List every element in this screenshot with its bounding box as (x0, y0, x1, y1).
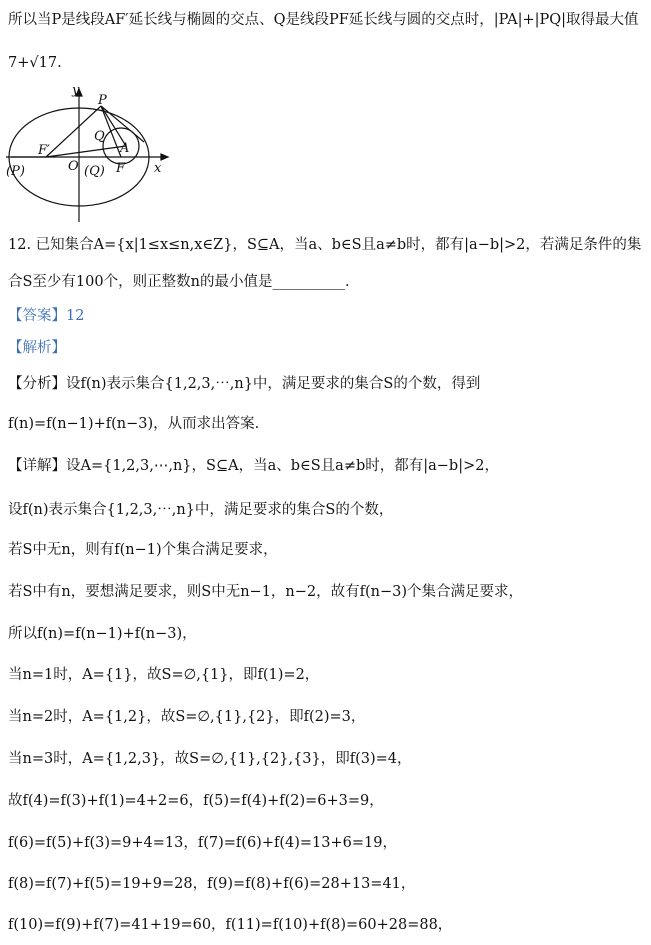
segment-p-a (101, 106, 126, 146)
label-y: y (72, 83, 80, 98)
detail-line-11: f(8)=f(7)+f(5)=19+9=28，f(9)=f(8)+f(6)=28+13=41， (8, 876, 416, 892)
detail-line-9: 故f(4)=f(3)+f(1)=4+2=6，f(5)=f(4)+f(2)=6+3=9， (8, 793, 384, 809)
ellipse-figure (6, 82, 176, 222)
x-axis-arrow (161, 154, 168, 160)
label-q-paren: (Q) (84, 164, 105, 179)
line-1: 所以当P是线段AF′延长线与椭圆的交点、Q是线段PF延长线与圆的交点时，|PA|+|PQ|取得最大值 (8, 12, 639, 28)
detail-line-6: 当n=1时，A={1}，故S=∅,{1}，即f(1)=2， (8, 667, 320, 683)
question-12-line-2: 合S至少有100个，则正整数n的最小值是__________. (8, 274, 350, 290)
label-fprime: F′ (38, 143, 50, 158)
detail-line-8: 当n=3时，A={1,2,3}，故S=∅,{1},{2},{3}，即f(3)=4， (8, 751, 412, 767)
analysis-line-1: 【分析】设f(n)表示集合{1,2,3,⋯,n}中，满足要求的集合S的个数，得到 (8, 376, 481, 392)
answer-line: 【答案】12 (8, 308, 85, 324)
analysis-heading: 【解析】 (8, 340, 66, 356)
label-x: x (154, 161, 162, 176)
analysis-line-2: f(n)=f(n−1)+f(n−3)，从而求出答案. (8, 416, 260, 432)
detail-line-5: 所以f(n)=f(n−1)+f(n−3)， (8, 626, 197, 642)
label-q: Q (94, 129, 105, 144)
detail-line-2: 设f(n)表示集合{1,2,3,⋯,n}中，满足要求的集合S的个数， (8, 502, 394, 518)
label-p-paren: (P) (6, 164, 25, 179)
line-2: 7+√17. (8, 55, 62, 71)
detail-line-4: 若S中有n，要想满足要求，则S中无n−1，n−2，故有f(n−3)个集合满足要求， (8, 584, 524, 600)
label-f: F (116, 161, 126, 176)
segment-p-fprime (46, 106, 101, 157)
detail-line-3: 若S中无n，则有f(n−1)个集合满足要求， (8, 542, 278, 558)
label-a: A (120, 141, 130, 156)
detail-line-7: 当n=2时，A={1,2}，故S=∅,{1},{2}，即f(2)=3， (8, 709, 366, 725)
label-o: O (68, 159, 79, 174)
detail-line-10: f(6)=f(5)+f(3)=9+4=13，f(7)=f(6)+f(4)=13+6=19， (8, 835, 397, 851)
label-p: P (98, 93, 107, 108)
detail-line-1: 【详解】设A={1,2,3,⋯,n}，S⊆A，当a、b∈S且a≠b时，都有|a−b|>2， (8, 458, 499, 474)
segment-fprime-a (46, 146, 126, 157)
detail-line-12: f(10)=f(9)+f(7)=41+19=60，f(11)=f(10)+f(8)=60+28=88， (8, 917, 453, 933)
question-12-line-1: 12. 已知集合A={x|1≤x≤n,x∈Z}，S⊆A，当a、b∈S且a≠b时，都有|a−b|>2，若满足条件的集 (8, 237, 642, 253)
